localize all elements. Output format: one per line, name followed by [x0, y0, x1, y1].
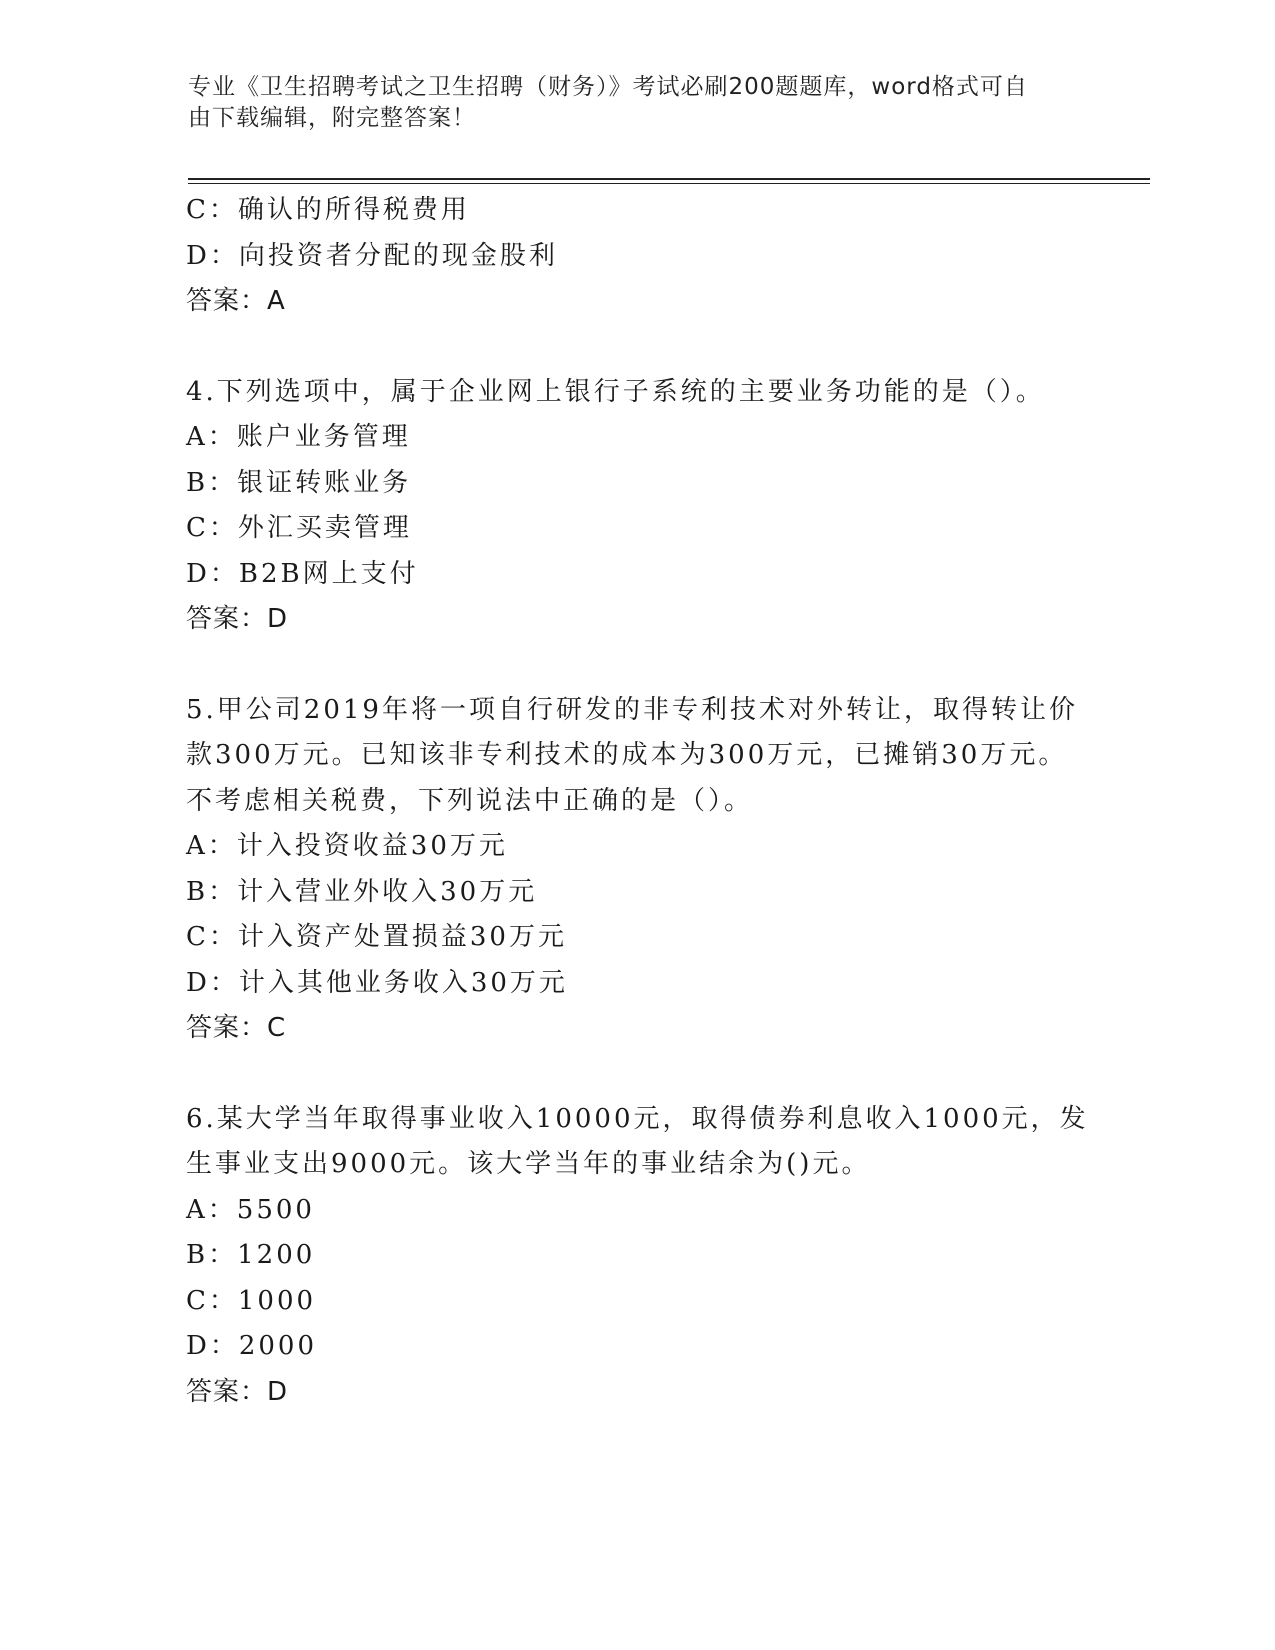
q4-option-d: D：B2B网上支付 [186, 558, 419, 589]
q5-option-a: A：计入投资收益30万元 [186, 831, 508, 861]
q6-option-a: A：5500 [186, 1194, 315, 1225]
question-4 [186, 370, 1086, 643]
q6-option-b: B：1200 [186, 1240, 316, 1270]
q5-answer: 答案：C [186, 1013, 287, 1043]
q6-answer: 答案：D [186, 1376, 289, 1407]
q5-option-c: C：计入资产处置损益30万元 [186, 922, 567, 952]
header-line-2: 由下载编辑，附完整答案！ [188, 105, 476, 131]
header-rule-thin [188, 183, 1150, 184]
question-5 [186, 688, 1086, 1052]
question-6 [186, 1097, 1089, 1416]
q3-option-d: D：向投资者分配的现金股利 [186, 240, 558, 271]
q3-option-c: C：确认的所得税费用 [186, 195, 470, 225]
spacer [186, 1052, 1086, 1097]
question-3 [186, 188, 1086, 325]
q4-stem: 4.下列选项中，属于企业网上银行子系统的主要业务功能的是（）。 [186, 376, 1045, 407]
q3-answer: 答案：A [186, 286, 286, 316]
q6-stem-line-1: 6.某大学当年取得事业收入10000元，取得债券利息收入1000元，发 [186, 1103, 1089, 1134]
question-list [186, 188, 1089, 1415]
q5-stem-line-2: 款300万元。已知该非专利技术的成本为300万元，已摊销30万元。 [186, 740, 1068, 770]
spacer [186, 643, 1086, 688]
q4-option-a: A：账户业务管理 [186, 422, 411, 452]
q4-option-b: B：银证转账业务 [186, 467, 412, 498]
q5-stem-line-1: 5.甲公司2019年将一项自行研发的非专利技术对外转让，取得转让价 [186, 694, 1078, 725]
q6-option-d: D：2000 [186, 1331, 318, 1361]
q6-option-c: C：1000 [186, 1285, 317, 1316]
q4-answer: 答案：D [186, 604, 289, 634]
q5-option-b: B：计入营业外收入30万元 [186, 876, 538, 907]
q6-stem-line-2: 生事业支出9000元。该大学当年的事业结余为()元。 [186, 1149, 871, 1179]
header-rule-thick [188, 178, 1150, 180]
q5-stem-line-3: 不考虑相关税费，下列说法中正确的是（）。 [186, 785, 754, 816]
q4-option-c: C：外汇买卖管理 [186, 513, 412, 543]
document-header [188, 72, 1068, 134]
header-line-1: 专业《卫生招聘考试之卫生招聘（财务）》考试必刷200题题库，word格式可自 [188, 74, 1028, 100]
spacer [186, 325, 1086, 370]
q5-option-d: D：计入其他业务收入30万元 [186, 967, 568, 998]
